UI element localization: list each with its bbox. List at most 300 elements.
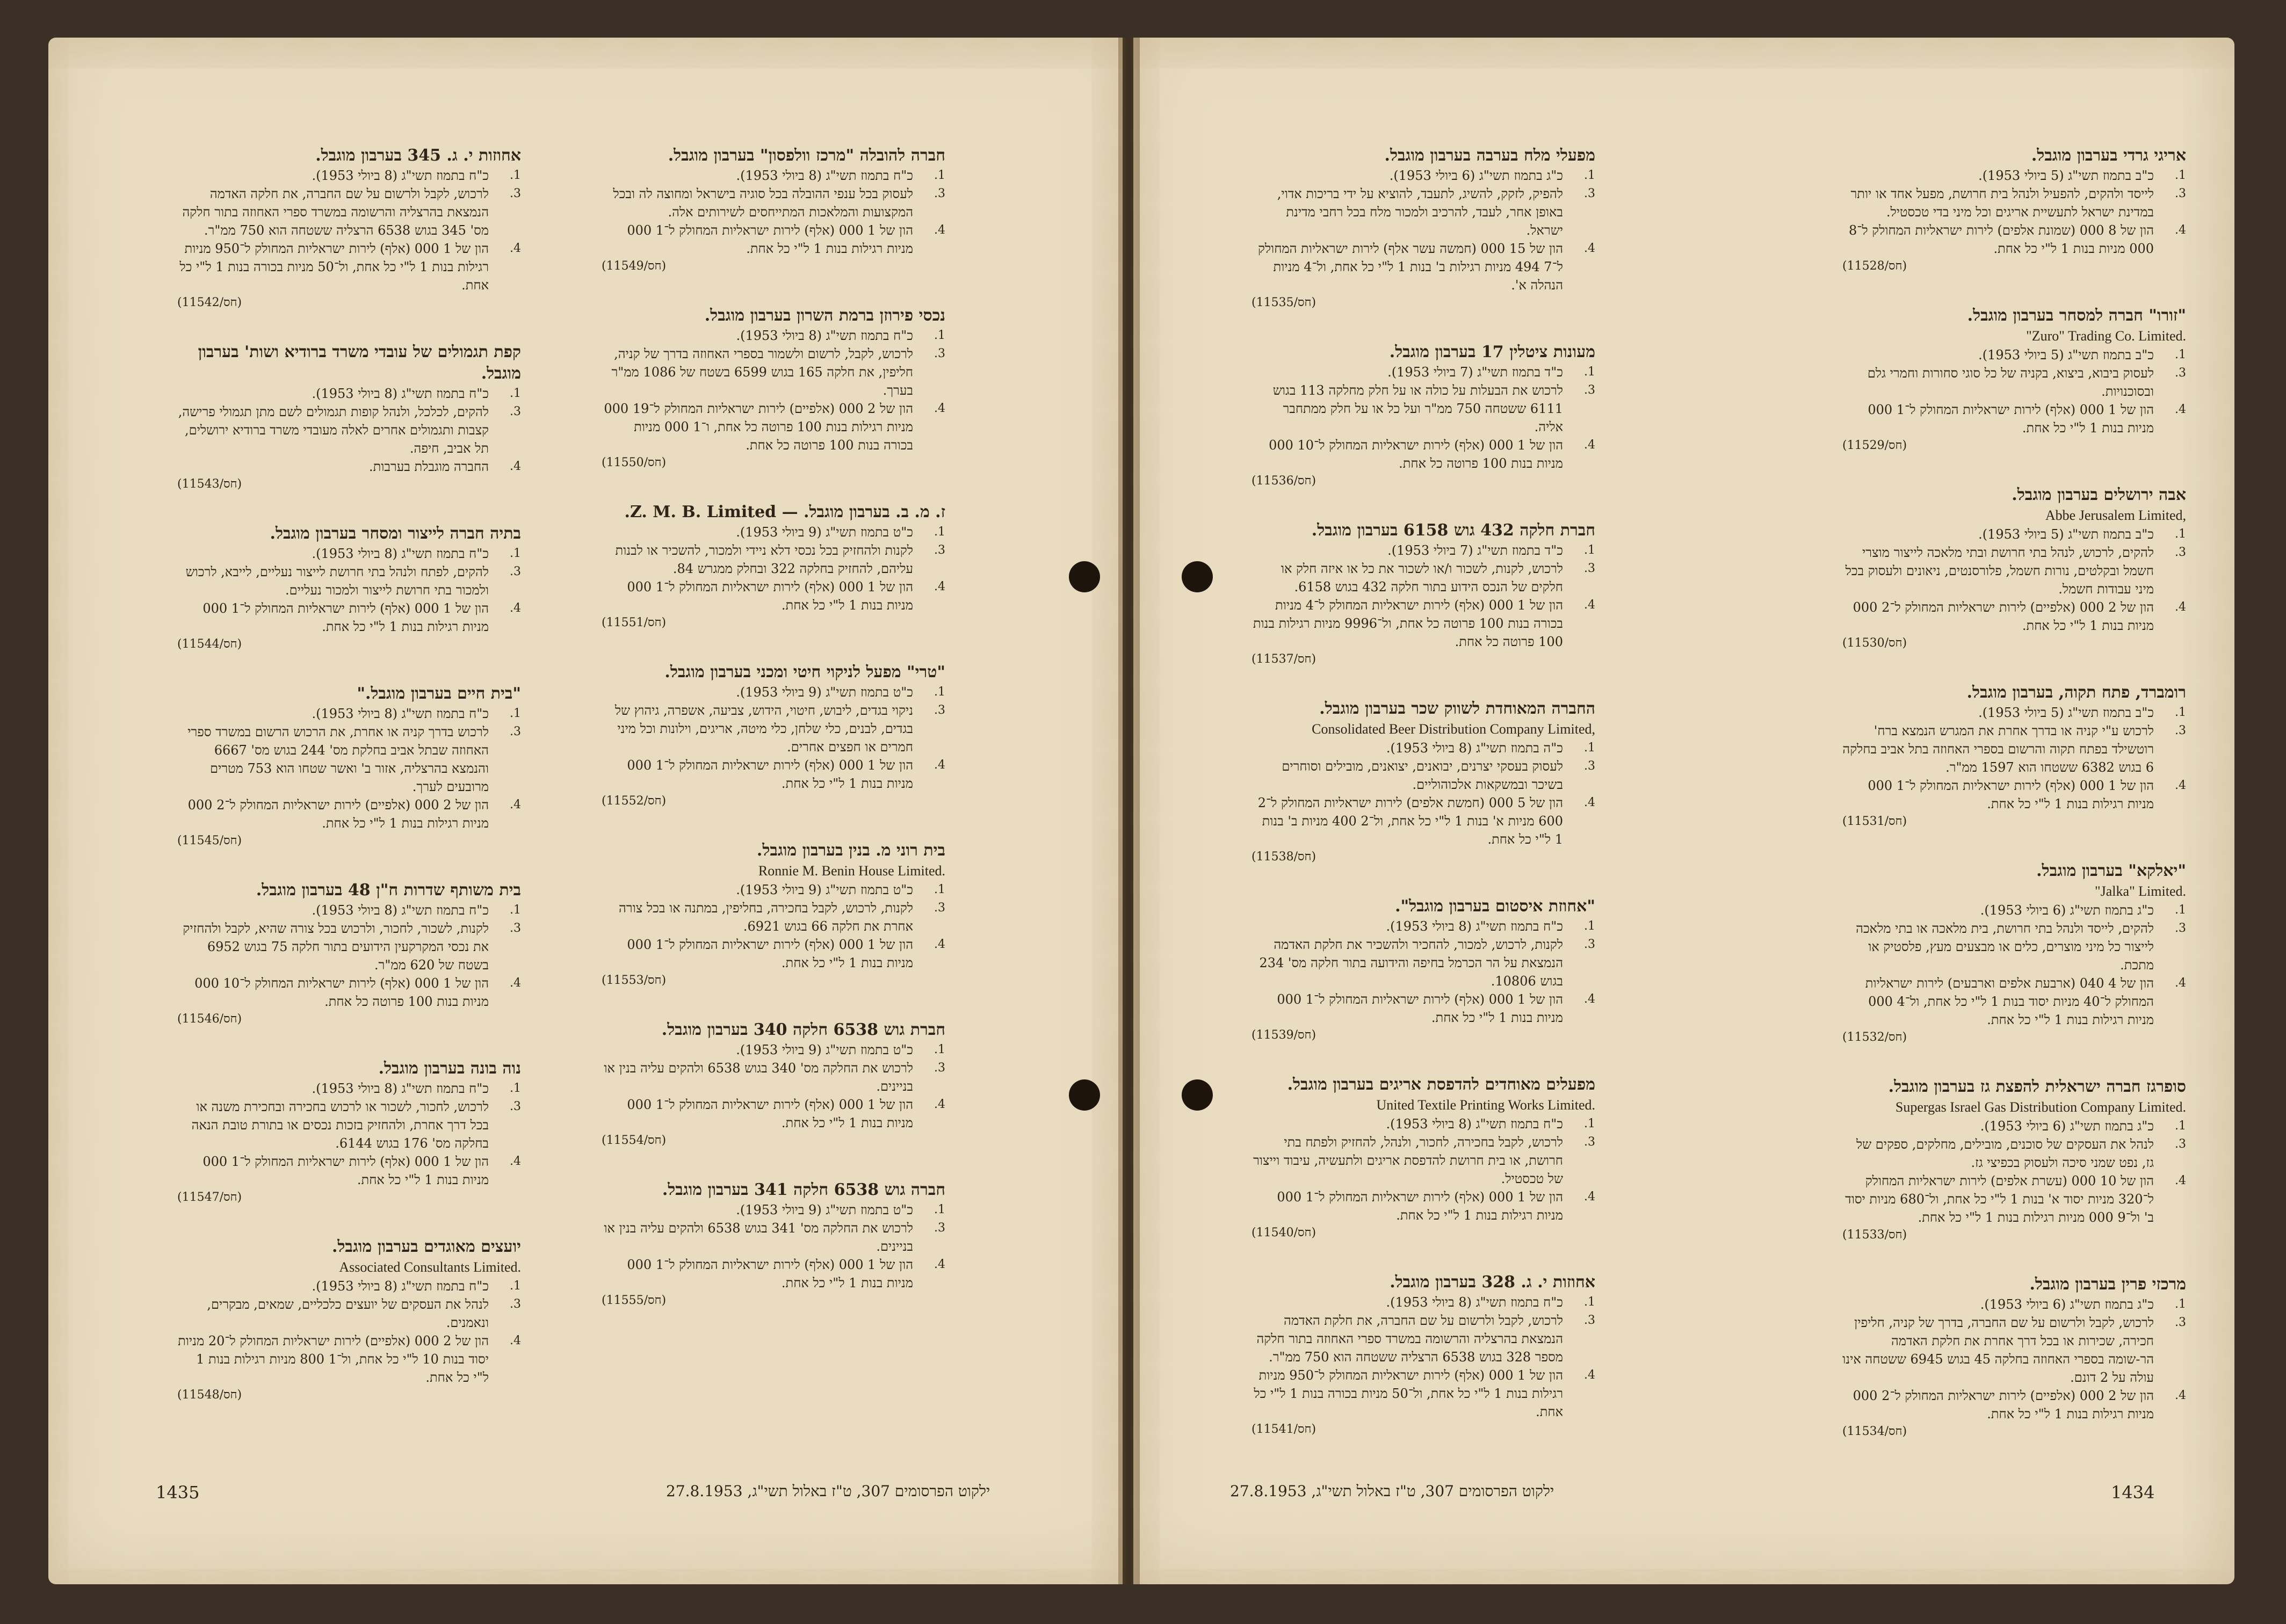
clause-text: כ"ד בתמוז תשי"ג (7 ביולי 1953). xyxy=(1387,543,1563,558)
company-entry xyxy=(1251,145,1595,311)
clause-number: 3. xyxy=(510,565,521,578)
clause-number: 4. xyxy=(1584,438,1595,452)
registry-reference: (11535/חס) xyxy=(1251,296,1316,309)
entry-clause xyxy=(602,936,945,972)
entry-clause xyxy=(1251,1311,1595,1366)
clause-text: כ"ט בתמוז תשי"ג (9 ביולי 1953). xyxy=(736,685,913,700)
entry-clause xyxy=(1842,919,2186,974)
clause-number: 3. xyxy=(1584,383,1595,397)
clause-text: לרכוש ע"י קניה או בדרך אחרת את המגרש הנמצא ברח' רוטשילד בפתח תקוה והרשום בספרי האחוזה בתל אביב בחלקה 6 בגוש 6382 ששטחו הוא 1597 ממ"ר. xyxy=(1842,723,2154,775)
clause-text: הון של 1 000 (אלף) לירות ישראליות המחולק ל־1 000 מניות בנות 1 ל"י כל אחת. xyxy=(627,937,913,970)
entry-clause xyxy=(1842,974,2186,1029)
entry-clause xyxy=(1251,185,1595,240)
clause-number: 3. xyxy=(1584,187,1595,200)
clause-text: לרכוש, לקבל, לרשום ולשמור בספרי האחוזה בדרך של קניה, חליפין, את חלקה 165 בגוש 6599 בשטח של 1086 ממ"ר בערך. xyxy=(611,346,913,398)
left-page-column-left xyxy=(177,145,521,1434)
company-entry xyxy=(177,880,521,1028)
clause-text: הון של 1 000 (אלף) לירות ישראליות המחולק ל־4 מניות בכורה בנות 100 פרוטה כל אחת, ול־9996 מניות רגילות בנות 100 פרוטה כל אחת. xyxy=(1253,598,1563,649)
left-page-footer: ילקוט הפרסומים 307, ט"ז באלול תשי"ג, 27.8.1953 xyxy=(666,1482,990,1500)
entry-clause xyxy=(602,683,945,701)
clause-number: 3. xyxy=(934,543,945,557)
clause-number: 1. xyxy=(1584,919,1595,933)
clause-number: 3. xyxy=(1584,1135,1595,1149)
clause-text: להקים, לייסד ולנהל בתי חרושת, בית מלאכה או בתי מלאכה לייצור כל מיני מוצרים, כלים או מבצעים מעץ, פלסטיק או מתכת. xyxy=(1856,921,2154,973)
entry-clause xyxy=(1842,1295,2186,1314)
binder-hole xyxy=(1069,1079,1100,1111)
clause-number: 4. xyxy=(934,1258,945,1271)
clause-number: 3. xyxy=(510,1100,521,1113)
company-entry xyxy=(1842,305,2186,454)
clause-number: 4. xyxy=(510,798,521,811)
entry-clause xyxy=(1842,401,2186,437)
clause-text: הון של 1 000 (אלף) לירות ישראליות המחולק ל־10 000 מניות בנות 100 פרוטה כל אחת. xyxy=(194,976,489,1009)
clause-text: כ"ח בתמוז תשי"ג (8 ביולי 1953). xyxy=(1386,919,1563,934)
clause-text: כ"ח בתמוז תשי"ג (8 ביולי 1953). xyxy=(312,706,489,721)
entry-clause xyxy=(177,1277,521,1295)
entry-clause xyxy=(1842,166,2186,185)
entry-clause xyxy=(1842,1387,2186,1423)
entry-clause xyxy=(602,345,945,400)
entry-clause xyxy=(1842,221,2186,258)
company-name: סופרגז חברה ישראלית להפצת גז בערבון מוגבל. xyxy=(1888,1077,2186,1096)
clause-text: כ"ב בתמוז תשי"ג (5 ביולי 1953). xyxy=(1978,705,2154,720)
company-name: חברת חלקה 432 גוש 6158 בערבון מוגבל. xyxy=(1311,521,1595,540)
entry-clause xyxy=(1251,739,1595,757)
clause-number: 1. xyxy=(1584,741,1595,755)
clause-text: כ"ג בתמוז תשי"ג (6 ביולי 1953). xyxy=(1389,168,1563,183)
clause-number: 4. xyxy=(2175,403,2186,416)
clause-text: הון של 1 000 (אלף) לירות ישראליות המחולק ל־1 000 מניות בנות 1 ל"י כל אחת. xyxy=(627,579,913,613)
company-name-english: "Jalka" Limited. xyxy=(2095,883,2186,899)
clause-number: 3. xyxy=(510,1297,521,1311)
company-name: מרכזי פרין בערבון מוגבל. xyxy=(2029,1275,2186,1294)
left-page-number: 1435 xyxy=(156,1482,200,1503)
clause-number: 3. xyxy=(2175,187,2186,200)
registry-reference: (11539/חס) xyxy=(1251,1028,1316,1042)
entry-clause xyxy=(1251,596,1595,651)
entry-clause xyxy=(1251,240,1595,294)
clause-number: 4. xyxy=(934,938,945,951)
clause-text: הון של 2 000 (אלפיים) לירות ישראליות המחולק ל־2 000 מניות בנות 1 ל"י כל אחת. xyxy=(1853,600,2154,633)
registry-reference: (11538/חס) xyxy=(1251,850,1316,864)
clause-text: הון של 4 040 (ארבעת אלפים וארבעים) לירות ישראליות המחולק ל־40 מניות יסוד בנות 1 ל"י כל אחת, ול־4 000 מניות רגילות בנות 1 ל"י כל אחת. xyxy=(1865,976,2154,1027)
entry-clause xyxy=(602,221,945,258)
right-page-column-right xyxy=(1842,145,2186,1470)
entry-clause xyxy=(1842,1314,2186,1387)
company-name: אבה ירושלים בערבון מוגבל. xyxy=(2012,485,2186,504)
clause-text: כ"ב בתמוז תשי"ג (5 ביולי 1953). xyxy=(1978,527,2154,542)
company-entry xyxy=(1251,1272,1595,1438)
company-entry xyxy=(602,1179,945,1309)
clause-number: 1. xyxy=(2175,348,2186,361)
entry-clause xyxy=(1251,541,1595,560)
clause-number: 4. xyxy=(934,223,945,237)
clause-number: 3. xyxy=(510,725,521,738)
company-name: בית רוני מ. בנין בערבון מוגבל. xyxy=(756,841,945,860)
entry-clause xyxy=(1842,346,2186,364)
clause-text: להקים, לרכוש, לנהל בתי חרושת ובתי מלאכה לייצור מוצרי חשמל ובקלטים, נורות חשמל, פלורסנטים, ניאונים ולעסוק בכל מיני עבודות חשמל. xyxy=(1845,545,2154,597)
company-entry xyxy=(177,1236,521,1404)
clause-text: כ"ט בתמוז תשי"ג (9 ביולי 1953). xyxy=(736,525,913,540)
entry-clause xyxy=(1251,381,1595,436)
clause-text: כ"ח בתמוז תשי"ג (8 ביולי 1953). xyxy=(1386,1116,1563,1132)
company-name-english: United Textile Printing Works Limited. xyxy=(1376,1097,1595,1113)
company-name-english: Associated Consultants Limited. xyxy=(339,1259,521,1275)
entry-clause xyxy=(177,185,521,240)
clause-text: כ"ט בתמוז תשי"ג (9 ביולי 1953). xyxy=(736,1042,913,1057)
right-page-number: 1434 xyxy=(2111,1482,2155,1503)
clause-number: 4. xyxy=(1584,598,1595,612)
page-gutter xyxy=(1118,38,1140,1584)
company-entry xyxy=(1842,484,2186,652)
clause-text: לרכוש את החלקה מס' 340 בגוש 6538 ולהקים עליה בנין או בניינים. xyxy=(604,1061,913,1094)
binder-hole xyxy=(1182,561,1213,592)
clause-text: הון של 1 000 (אלף) לירות ישראליות המחולק ל־1 000 מניות רגילות בנות 1 ל"י כל אחת. xyxy=(202,601,489,634)
entry-clause xyxy=(1842,364,2186,401)
clause-number: 4. xyxy=(2175,1174,2186,1187)
clause-text: כ"ח בתמוז תשי"ג (8 ביולי 1953). xyxy=(312,546,489,561)
clause-text: לרכוש בדרך קניה או אחרת, את הרכוש הרשום במשרד ספרי האחוזה שבתל אביב בחלקת מס' 244 בגוש מס' 6667 והנמצא בהרצליה, אזור ב' ואשר שטחו הוא 753 מטרים מרובעים לערך. xyxy=(187,724,489,794)
clause-text: הון של 1 000 (אלף) לירות ישראליות המחולק ל־1 000 מניות בנות 1 ל"י כל אחת. xyxy=(627,1097,913,1130)
company-name: יועצים מאוגדים בערבון מוגבל. xyxy=(331,1237,521,1256)
entry-clause xyxy=(602,1256,945,1292)
clause-text: הון של 1 000 (אלף) לירות ישראליות המחולק ל־1 000 מניות רגילות בנות 1 ל"י כל אחת. xyxy=(627,223,913,256)
clause-number: 3. xyxy=(934,187,945,200)
clause-text: כ"ה בתמוז תשי"ג (8 ביולי 1953). xyxy=(1386,741,1563,756)
clause-text: לנהל את העסקים של סוכנים, מובילים, מחלקים, ספקים של גז, נפט שמני סיכה ולעסוק בכפיצי גז. xyxy=(1856,1137,2154,1170)
clause-number: 1. xyxy=(510,387,521,400)
registry-reference: (11546/חס) xyxy=(177,1012,242,1026)
company-name: בתיה חברה לייצור ומסחר בערבון מוגבל. xyxy=(270,524,521,543)
entry-clause xyxy=(602,899,945,936)
clause-text: הון של 1 000 (אלף) לירות ישראליות המחולק ל־1 000 מניות רגילות בנות 1 ל"י כל אחת. xyxy=(1868,778,2154,811)
clause-text: הון של 1 000 (אלף) לירות ישראליות המחולק ל־950 מניות רגילות בנות 1 ל"י כל אחת, ול־50 מניות בכורה בנות 1 ל"י כל אחת. xyxy=(1254,1368,1563,1419)
company-entry xyxy=(602,502,945,632)
registry-reference: (11534/חס) xyxy=(1842,1425,1907,1438)
clause-text: הון של 2 000 (אלפיים) לירות ישראליות המחולק ל־19 000 מניות רגילות בנות 100 פרוטה כל אחת, ו־1 000 מניות בכורה בנות 100 פרוטה כל אחת. xyxy=(604,401,913,453)
clause-number: 4. xyxy=(2175,779,2186,792)
registry-reference: (11542/חס) xyxy=(177,296,242,309)
clause-text: הון של 15 000 (חמשה עשר אלף) לירות ישראליות המחולק ל־7 494 מניות רגילות ב' בנות 1 ל"י כל אחת, ול־4 מניות הנהלה א'. xyxy=(1257,241,1563,293)
clause-text: לקנות ולהחזיק בכל נכסי דלא ניידי ולמכור, להשכיר או לבנות עליהם, להחזיק בחלקה 322 ובחלק ממגרש 84. xyxy=(615,543,913,576)
registry-reference: (11529/חס) xyxy=(1842,439,1907,452)
right-page-column-left xyxy=(1251,145,1595,1468)
entry-clause xyxy=(1251,1133,1595,1188)
clause-text: לקנות, לרכוש, למכור, להחכיר ולהשכיר את חלקת האדמה הנמצאת על הר הכרמל בחיפה והידועה בתור חלקה מס' 234 בגוש 10806. xyxy=(1259,937,1563,989)
entry-clause xyxy=(177,240,521,294)
clause-number: 3. xyxy=(510,922,521,935)
entry-clause xyxy=(177,599,521,636)
clause-number: 4. xyxy=(2175,223,2186,237)
entry-clause xyxy=(177,919,521,974)
entry-clause xyxy=(1251,166,1595,185)
entry-clause xyxy=(1842,525,2186,543)
entry-clause xyxy=(602,756,945,793)
binder-hole xyxy=(1069,561,1100,592)
clause-text: כ"ג בתמוז תשי"ג (6 ביולי 1953). xyxy=(1980,903,2154,918)
clause-number: 4. xyxy=(510,242,521,255)
clause-number: 3. xyxy=(2175,546,2186,559)
company-name: בית משותף שדרות ח"ן 48 בערבון מוגבל. xyxy=(256,881,521,900)
company-name: קפת תגמולים של עובדי משרד ברודיא ושות' בערבון מוגבל. xyxy=(198,343,521,383)
entry-clause xyxy=(602,400,945,454)
clause-number: 4. xyxy=(934,758,945,772)
clause-text: הון של 1 000 (אלף) לירות ישראליות המחולק ל־1 000 מניות בנות 1 ל"י כל אחת. xyxy=(627,1257,913,1291)
registry-reference: (11552/חס) xyxy=(602,794,667,808)
registry-reference: (11545/חס) xyxy=(177,834,242,847)
clause-number: 4. xyxy=(1584,1190,1595,1204)
entry-clause xyxy=(177,563,521,599)
company-entry xyxy=(602,662,945,810)
clause-number: 1. xyxy=(934,169,945,182)
entry-clause xyxy=(1842,777,2186,813)
entry-clause xyxy=(1842,704,2186,722)
entry-clause xyxy=(177,1079,521,1098)
entry-clause xyxy=(1842,185,2186,221)
entry-clause xyxy=(177,545,521,563)
clause-number: 3. xyxy=(1584,1314,1595,1327)
entry-clause xyxy=(1251,363,1595,381)
clause-number: 1. xyxy=(510,1082,521,1095)
clause-text: לרכוש, לקבל ולרשום על שם החברה, בדרך של קניה, חליפין חכירה, שכירות או בכל דרך אחרת את חלקת האדמה הר-שומה בספרי האחוזה בחלקה 45 בגוש 6945 ששטחה אינו עולה על 2 דונם. xyxy=(1842,1315,2154,1385)
clause-number: 1. xyxy=(2175,706,2186,719)
entry-clause xyxy=(177,796,521,832)
clause-text: לרכוש, לחכור, לשכור או לרכוש בחכירה ובחכירת משנה או בכל דרך אחרת, ולהחזיק בזכות נכסים או בתורת טובת הנאה בחלקה מס' 176 בגוש 6144. xyxy=(191,1099,489,1151)
entry-clause xyxy=(602,578,945,614)
company-entry xyxy=(602,145,945,275)
clause-text: לעסוק בכל ענפי ההובלה בכל סוגיה בישראל ומחוצה לה ובכל המקצועות והמלאכות המתייחסים לשירותים אלה. xyxy=(613,186,913,220)
entry-clause xyxy=(1251,936,1595,990)
clause-number: 1. xyxy=(934,685,945,699)
clause-text: לרכוש, לקנות, לשכור ו/או לשכור את כל או איזה חלק או חלקים של הנכס הידוע בתור חלקה 432 בגוש 6158. xyxy=(1281,561,1563,595)
company-name-english: Ronnie M. Benin House Limited. xyxy=(758,863,945,879)
company-name-english: Consolidated Beer Distribution Company Limited, xyxy=(1312,721,1595,737)
clause-number: 4. xyxy=(510,460,521,473)
registry-reference: (11553/חס) xyxy=(602,974,667,987)
company-entry xyxy=(177,1058,521,1206)
entry-clause xyxy=(1251,1115,1595,1133)
clause-number: 4. xyxy=(1584,242,1595,255)
registry-reference: (11543/חס) xyxy=(177,477,242,491)
company-entry xyxy=(1251,698,1595,866)
company-entry xyxy=(1251,896,1595,1044)
company-name: ז. מ. ב. בערבון מוגבל. — Z. M. B. Limited. xyxy=(624,503,945,521)
company-entry xyxy=(1251,520,1595,668)
binder-hole xyxy=(1182,1079,1213,1111)
clause-number: 3. xyxy=(510,187,521,200)
entry-clause xyxy=(177,403,521,458)
registry-reference: (11530/חס) xyxy=(1842,636,1907,650)
company-name: נוה בונה בערבון מוגבל. xyxy=(378,1059,521,1078)
clause-number: 3. xyxy=(1584,938,1595,951)
right-page-footer: ילקוט הפרסומים 307, ט"ז באלול תשי"ג, 27.8.1953 xyxy=(1230,1482,1554,1500)
clause-text: להקים, לפתח ולנהל בתי חרושת לייצור נעליים, לייבא, לרכוש ולמכור בתי חרושת לייצור ולמכור נעליים. xyxy=(185,564,489,598)
company-name: מפעלי מלח בערבה בערבון מוגבל. xyxy=(1384,146,1595,165)
entry-clause xyxy=(1842,722,2186,777)
registry-reference: (11531/חס) xyxy=(1842,815,1907,828)
clause-text: כ"ג בתמוז תשי"ג (6 ביולי 1953). xyxy=(1980,1297,2154,1312)
clause-number: 3. xyxy=(934,1061,945,1075)
clause-number: 4. xyxy=(510,601,521,615)
registry-reference: (11532/חס) xyxy=(1842,1031,1907,1044)
entry-clause xyxy=(602,327,945,345)
clause-text: לרכוש את הבעלות על כולה או על חלק מחלקה 113 בגוש 6111 ששטחה 750 ממ"ר ועל כל או על חלק ממתחבר אליה. xyxy=(1272,383,1563,434)
clause-text: כ"ד בתמוז תשי"ג (7 ביולי 1953). xyxy=(1387,365,1563,380)
clause-number: 3. xyxy=(1584,562,1595,575)
entry-clause xyxy=(177,974,521,1011)
clause-text: הון של 1 000 (אלף) לירות ישראליות המחולק ל־1 000 מניות בנות 1 ל"י כל אחת. xyxy=(1868,402,2154,436)
clause-number: 1. xyxy=(934,1203,945,1216)
clause-text: כ"ח בתמוז תשי"ג (8 ביולי 1953). xyxy=(312,168,489,183)
entry-clause xyxy=(1251,757,1595,794)
clause-number: 4. xyxy=(510,1334,521,1347)
clause-number: 3. xyxy=(934,704,945,717)
company-entry xyxy=(177,523,521,653)
entry-clause xyxy=(602,1201,945,1219)
entry-clause xyxy=(602,541,945,578)
company-entry xyxy=(1842,860,2186,1046)
clause-text: כ"ח בתמוז תשי"ג (8 ביולי 1953). xyxy=(312,1081,489,1096)
clause-text: כ"ט בתמוז תשי"ג (9 ביולי 1953). xyxy=(736,1202,913,1217)
company-name: נכסי פירוזן ברמת השרון בערבון מוגבל. xyxy=(704,306,945,325)
clause-text: הון של 1 000 (אלף) לירות ישראליות המחולק ל־1 000 מניות בנות 1 ל"י כל אחת. xyxy=(627,758,913,791)
entry-clause xyxy=(177,385,521,403)
clause-text: כ"ח בתמוז תשי"ג (8 ביולי 1953). xyxy=(312,903,489,918)
clause-number: 4. xyxy=(1584,1368,1595,1382)
clause-text: לעסוק ביבוא, ביצוא, בקניה של כל סוגי סחורות וחמרי גלם ובסוכנויות. xyxy=(1867,366,2154,399)
clause-number: 1. xyxy=(1584,365,1595,379)
registry-reference: (11537/חס) xyxy=(1251,653,1316,666)
registry-reference: (11540/חס) xyxy=(1251,1226,1316,1239)
clause-text: לרכוש, לקבל ולרשום על שם החברה, את חלקה האדמה הנמצאת בהרצליה והרשומה במשרד ספרי האחוזה בתור חלקה מס' 345 בגוש 6538 הרצליה ששטחה הוא 750 ממ"ר. xyxy=(182,186,489,238)
entry-clause xyxy=(1251,560,1595,596)
registry-reference: (11555/חס) xyxy=(602,1294,667,1307)
clause-text: כ"ב בתמוז תשי"ג (5 ביולי 1953). xyxy=(1978,347,2154,363)
company-name: "טרי" מפעל לניקוי חיטי ומכני בערבון מוגבל. xyxy=(664,663,945,682)
clause-number: 3. xyxy=(1584,759,1595,773)
company-entry xyxy=(1251,1074,1595,1242)
clause-number: 4. xyxy=(1584,992,1595,1006)
entry-clause xyxy=(1251,436,1595,473)
company-name: החברה המאוחדת לשווק שכר בערבון מוגבל. xyxy=(1319,699,1595,718)
registry-reference: (11536/חס) xyxy=(1251,474,1316,488)
company-name: אחוזות י. ג. 328 בערבון מוגבל. xyxy=(1390,1273,1595,1292)
clause-number: 4. xyxy=(934,1098,945,1111)
clause-text: כ"ח בתמוז תשי"ג (8 ביולי 1953). xyxy=(312,386,489,401)
entry-clause xyxy=(602,1219,945,1256)
entry-clause xyxy=(1842,1172,2186,1227)
registry-reference: (11528/חס) xyxy=(1842,259,1907,273)
entry-clause xyxy=(1251,1188,1595,1224)
clause-number: 1. xyxy=(934,525,945,539)
entry-clause xyxy=(177,1152,521,1189)
clause-text: לקנות, לרכוש, לקבל בחכירה, בחליפין, במתנה או בכל צורה אחרת את חלקה 66 בגוש 6921. xyxy=(618,901,913,934)
entry-clause xyxy=(1251,990,1595,1027)
clause-number: 1. xyxy=(2175,903,2186,917)
clause-text: כ"ט בתמוז תשי"ג (9 ביולי 1953). xyxy=(736,882,913,897)
clause-number: 3. xyxy=(2175,1137,2186,1151)
clause-text: הון של 2 000 (אלפיים) לירות ישראליות המחולק ל־2 000 מניות רגילות בנות 1 ל"י כל אחת. xyxy=(187,798,489,831)
entry-clause xyxy=(177,901,521,919)
clause-number: 1. xyxy=(1584,1117,1595,1130)
clause-text: כ"ח בתמוז תשי"ג (8 ביולי 1953). xyxy=(312,1279,489,1294)
clause-number: 1. xyxy=(934,883,945,896)
company-entry xyxy=(177,145,521,311)
entry-clause xyxy=(602,166,945,185)
registry-reference: (11551/חס) xyxy=(602,616,667,629)
clause-number: 3. xyxy=(510,405,521,418)
clause-number: 4. xyxy=(510,976,521,990)
entry-clause xyxy=(1842,543,2186,598)
clause-text: הון של 1 000 (אלף) לירות ישראליות המחולק ל־10 000 מניות בנות 100 פרוטה כל אחת. xyxy=(1269,438,1563,471)
company-name: "אחוזת איסטום בערבון מוגבל". xyxy=(1395,897,1595,916)
clause-number: 3. xyxy=(934,347,945,360)
company-name: חברה להובלה "מרכז וולפסון" בערבון מוגבל. xyxy=(668,146,945,165)
registry-reference: (11541/חס) xyxy=(1251,1423,1316,1436)
company-entry xyxy=(1842,682,2186,830)
entry-clause xyxy=(602,1041,945,1059)
clause-number: 1. xyxy=(510,903,521,917)
clause-text: כ"ג בתמוז תשי"ג (6 ביולי 1953). xyxy=(1980,1119,2154,1134)
clause-number: 1. xyxy=(510,169,521,182)
clause-text: החברה מוגבלת בערבות. xyxy=(368,459,489,474)
entry-clause xyxy=(602,881,945,899)
clause-number: 1. xyxy=(1584,543,1595,557)
company-name: חברה גוש 6538 חלקה 341 בערבון מוגבל. xyxy=(662,1180,945,1199)
company-entry xyxy=(602,1019,945,1149)
clause-number: 1. xyxy=(934,329,945,342)
registry-reference: (11547/חס) xyxy=(177,1191,242,1204)
clause-text: כ"ח בתמוז תשי"ג (8 ביולי 1953). xyxy=(736,168,913,183)
clause-number: 1. xyxy=(934,1043,945,1056)
clause-text: כ"ח בתמוז תשי"ג (8 ביולי 1953). xyxy=(736,328,913,343)
clause-number: 4. xyxy=(934,580,945,593)
company-name: "יאלקא" בערבון מוגבל. xyxy=(2036,861,2186,880)
clause-text: לרכוש את החלקה מס' 341 בגוש 6538 ולהקים עליה בנין או בניינים. xyxy=(604,1221,913,1254)
clause-text: לרכוש, לקבל בחכירה, לחכור, ולנהל, להחזיק ולפתח בתי חרושת, או בית חרושת להדפסת אריגים ולתעשיה, עיבוד וייצור של טכסטיל. xyxy=(1253,1135,1563,1186)
clause-text: הון של 1 000 (אלף) לירות ישראליות המחולק ל־1 000 מניות בנות 1 ל"י כל אחת. xyxy=(202,1154,489,1187)
clause-number: 1. xyxy=(510,707,521,720)
entry-clause xyxy=(177,458,521,476)
company-name: חברת גוש 6538 חלקה 340 בערבון מוגבל. xyxy=(661,1020,945,1039)
entry-clause xyxy=(1842,901,2186,919)
entry-clause xyxy=(602,1096,945,1132)
clause-number: 3. xyxy=(2175,1316,2186,1329)
clause-number: 4. xyxy=(934,402,945,415)
registry-reference: (11533/חס) xyxy=(1842,1228,1907,1242)
company-name: מעונות ציטלין 17 בערבון מוגבל. xyxy=(1389,343,1595,361)
clause-number: 3. xyxy=(2175,366,2186,380)
entry-clause xyxy=(1251,1293,1595,1311)
entry-clause xyxy=(1842,598,2186,635)
clause-text: לרכוש, לקבל ולרשום על שם החברה, את חלקת האדמה הנמצאת בהרצליה והרשומה במשרד ספרי האחוזה בתור חלקה מספר 328 בגוש 6538 הרצליה ששטחה הוא 750 ממ"ר. xyxy=(1256,1313,1563,1365)
clause-text: הון של 5 000 (חמשת אלפים) לירות ישראליות המחולק ל־2 600 מניות א' בנות 1 ל"י כל אחת, ול־2 400 מניות ב' בנות 1 ל"י כל אחת. xyxy=(1257,795,1563,847)
entry-clause xyxy=(1842,1117,2186,1135)
clause-text: הון של 1 000 (אלף) לירות ישראליות המחולק ל־1 000 מניות בנות 1 ל"י כל אחת. xyxy=(1277,992,1563,1025)
entry-clause xyxy=(177,1332,521,1387)
clause-text: להקים, לכלכל, ולנהל קופות תגמולים לשם מתן תגמולי פרישה, קצבות ותגמולים אחרים לאלה מעובדי משרד ברודיא ירושלים, תל אביב, חיפה. xyxy=(178,404,489,456)
clause-text: הון של 1 000 (אלף) לירות ישראליות המחולק ל־1 000 מניות רגילות בנות 1 ל"י כל אחת. xyxy=(1277,1190,1563,1223)
clause-number: 3. xyxy=(2175,922,2186,935)
clause-text: הון של 8 000 (שמונת אלפים) לירות ישראליות המחולק ל־8 000 מניות בנות 1 ל"י כל אחת. xyxy=(1848,223,2154,256)
clause-text: להפיק, לזקק, להשיג, לתעבד, להוציא על ידי בריכות אדוי, באופן אחר, לעבד, להרכיב ולמכור מלח בכל רחבי מדינת ישראל. xyxy=(1277,186,1563,238)
clause-number: 4. xyxy=(1584,796,1595,809)
clause-number: 3. xyxy=(934,901,945,915)
clause-number: 3. xyxy=(934,1221,945,1235)
company-entry xyxy=(1842,1274,2186,1440)
entry-clause xyxy=(1251,1366,1595,1421)
entry-clause xyxy=(177,166,521,185)
